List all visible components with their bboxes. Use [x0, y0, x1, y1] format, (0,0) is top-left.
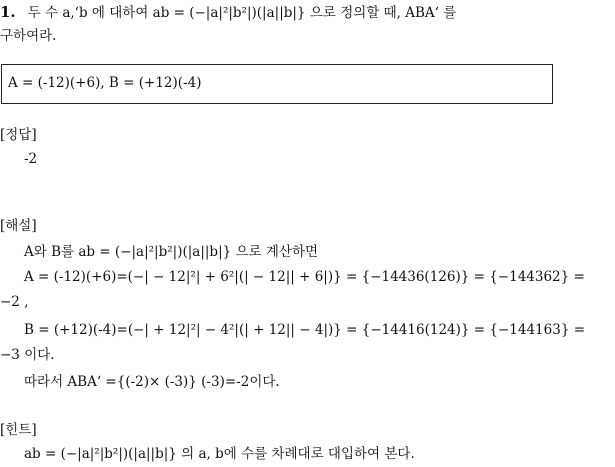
given-values: A = (-12)(+6), B = (+12)(-4) [8, 75, 202, 91]
problem-number: 1. [0, 3, 16, 21]
hint-header: [힌트] [0, 422, 37, 438]
solution-header: [해설] [0, 218, 37, 234]
solution-line: −3 이다. [0, 347, 55, 363]
solution-line: B = (+12)(-4)=(−| + 12|²| − 4²|(| + 12|| − 4|)} = {−14416(124)} = {−144163} = [24, 322, 586, 338]
problem-statement: 두 수 a,‘b 에 대하여 ab = (−|a|²|b²|)(|a||b|} 으로 정의할 때, ABA‘ 를 [27, 5, 457, 21]
answer-value: -2 [24, 151, 38, 167]
problem-line-1 [0, 2, 456, 23]
solution-line: 따라서 ABA‘ ={(-2)× (-3)} (-3)=-2이다. [24, 374, 280, 390]
solution-line: A = (-12)(+6)=(−| − 12|²| + 6²|(| − 12|| + 6|)} = {−14436(126)} = {−144362} = [24, 269, 585, 285]
solution-line: A와 B를 ab = (−|a|²|b²|)(|a||b|} 으로 계산하면 [24, 244, 319, 260]
answer-header: [정답] [0, 127, 37, 143]
given-values-box [1, 64, 553, 104]
problem-line-2: 구하여라. [0, 28, 57, 44]
solution-line: −2 , [0, 294, 29, 310]
hint-text: ab = (−|a|²|b²|)(|a||b|} 의 a, b에 수를 차례대로 대입하여 본다. [24, 446, 415, 462]
